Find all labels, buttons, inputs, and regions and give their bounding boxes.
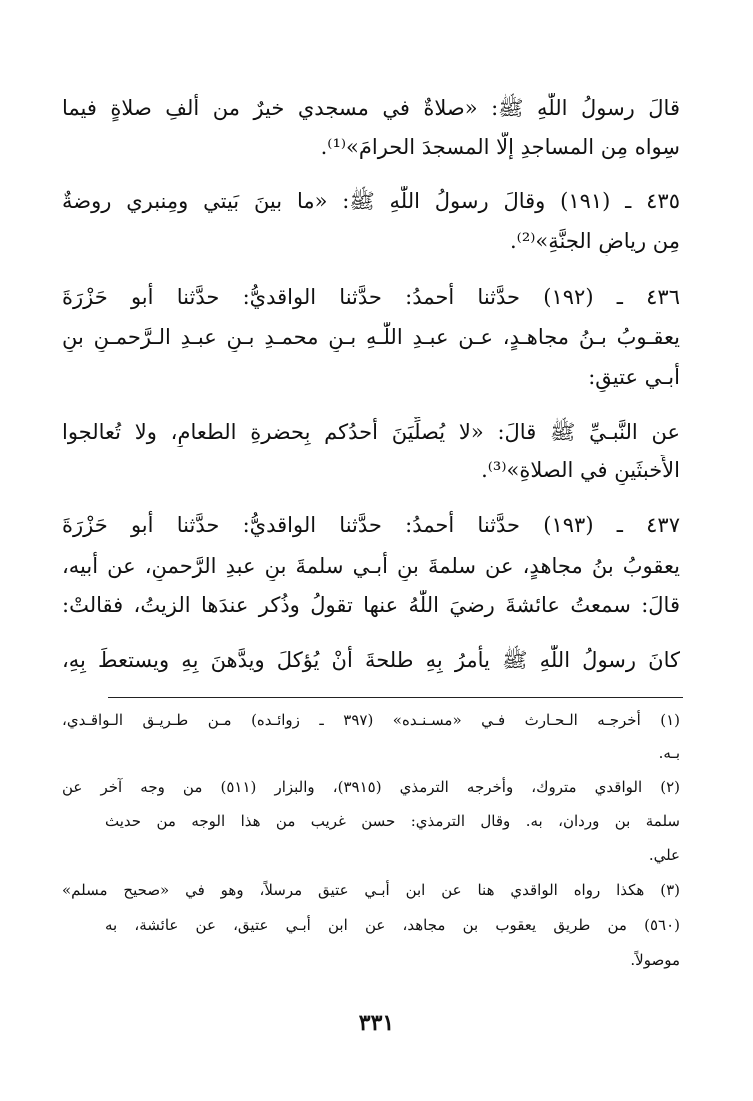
footnote-3: (٣) هكذا رواه الواقدي هنا عن ابن أبـي عتيق مرسلاً، وهو في «صحيح مسلم» xyxy=(62,881,680,899)
hadith-436-line: ٤٣٦ ـ (١٩٢) حدَّثنا أحمدُ: حدَّثنا الواقديُّ: حدَّثنا أبو حَزْرَةَ xyxy=(62,285,680,309)
footnote-line: (٥٦٠) من طريق يعقوب بن مجاهد، عن ابن أبـي عتيق، عن عائشة، به xyxy=(105,916,680,934)
footnote-line: علي. xyxy=(648,846,680,864)
footnote-2: (٢) الواقدي متروك، وأخرجه الترمذي (٣٩١٥)، والبزار (٥١١) من وجه آخر عن xyxy=(62,778,680,796)
body-line: سِواه مِن المساجدِ إلّا المسجدَ الحرامَ»⁽¹⁾. xyxy=(320,135,680,159)
page-number: ٣٣١ xyxy=(358,1010,395,1036)
body-line: عن النَّبـيِّ ﷺ قالَ: «لا يُصلِّيَنَ أحدُكم بِحضرةِ الطعامِ، ولا تُعالجوا xyxy=(62,420,680,444)
body-line: يعقـوبُ بـنُ مجاهـدٍ، عـن عبـدِ اللّٰـهِ بـنِ محمـدِ بـنِ عبـدِ الـرَّحمـنِ بنِ xyxy=(62,325,680,349)
body-line: قالَ: سمعتُ عائشةَ رضيَ اللّٰهُ عنها تقولُ وذُكر عندَها الزيتُ، فقالتْ: xyxy=(62,593,680,617)
body-line: يعقوبُ بنُ مجاهدٍ، عن سلمةَ بنِ أبـي سلمةَ بنِ عبدِ الرَّحمنِ، عن أبيه، xyxy=(62,554,680,578)
footnote-line: موصولاً. xyxy=(630,951,680,969)
body-line: قالَ رسولُ اللّٰهِ ﷺ: «صلاةٌ في مسجدي خيرٌ من ألفِ صلاةٍ فيما xyxy=(62,96,680,120)
footnote-line: سلمة بن وردان، به. وقال الترمذي: حسن غريب من هذا الوجه من حديث xyxy=(105,812,680,830)
body-line: مِن رياضِ الجنَّةِ»⁽²⁾. xyxy=(509,229,680,253)
body-line: الأَخبثَينِ في الصلاةِ»⁽³⁾. xyxy=(481,458,680,482)
hadith-437-line: ٤٣٧ ـ (١٩٣) حدَّثنا أحمدُ: حدَّثنا الواقديُّ: حدَّثنا أبو حَزْرَةَ xyxy=(62,513,680,537)
footnote-1: (١) أخرجـه الـحـارث فـي «مسـنـده» (٣٩٧ ـ زوائـده) مـن طـريـق الـواقـدي، xyxy=(62,711,680,729)
body-line: كانَ رسولُ اللّٰهِ ﷺ يأمرُ بِهِ طلحةَ أنْ يُؤكلَ ويدَّهنَ بِهِ ويستعطَ بِهِ، xyxy=(62,648,680,672)
body-line: أبـي عتيقٍ: xyxy=(588,365,680,389)
footnote-separator xyxy=(108,697,683,698)
hadith-435-line: ٤٣٥ ـ (١٩١) وقالَ رسولُ اللّٰهِ ﷺ: «ما بينَ بَيتي ومِنبري روضةٌ xyxy=(62,189,680,213)
footnote-line: بـه. xyxy=(658,744,680,762)
